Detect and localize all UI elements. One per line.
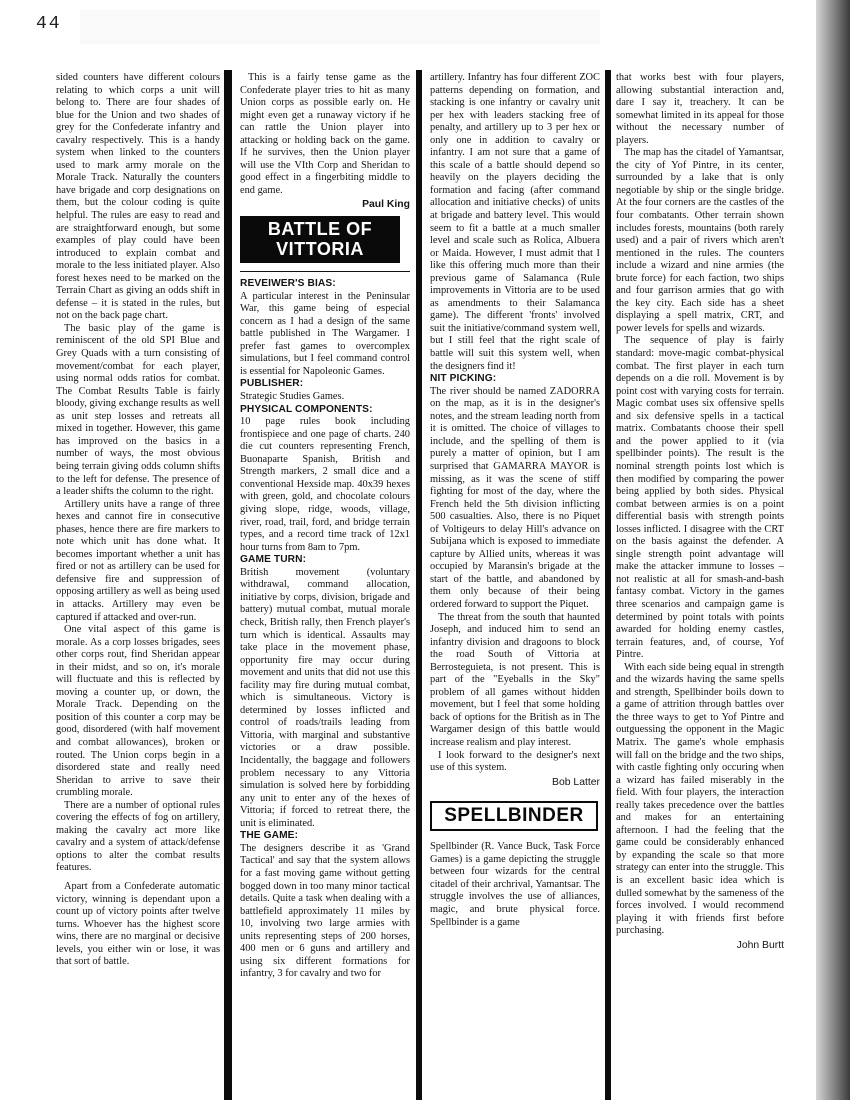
col1-paragraph-6: Apart from a Confederate automatic victory, winning is dependant upon a count up of victory points after twelve turns. Whoever has the highest score wins, there are no marginal or decisive levels, you either win or lose, it was that sort of battle. [56,881,220,968]
heading-reviewers-bias: REVEIWER'S BIAS: [240,278,336,290]
page-number: 44 [36,14,62,34]
heading-the-game: THE GAME: [240,830,299,842]
col4-paragraph-4: With each side being equal in strength and the wizards having the same spells and strength, Spellbinder boils down to a game of attrition through battles over the three ways to get to Yof Pintre and outguessing the opponent in the Magic Matrix. The game's whole emphasis will fall on the bridge and the two ships, with castle fighting only occuring when a wizard has failed miserably in the field. With four players, the interaction really takes precedence over the battles and makes for an entertaining afternoon. I had the feeling that the game could be considerably enhanced by expanding the scale so that more strategy can enter into the struggle. This is an excellent basic idea which is dulled somewhat by the sameness of the forces involved. I would recommend playing it with friends first before purchasing. [616,661,784,937]
col1-paragraph-4: One vital aspect of this game is morale. As a corp losses brigades, sees other corps rout, find Sheridan appear in their midst, and so on, it's morale will fluctuate and this is reflected by moving a counter up, or down, the Morale Track. Depending on the position of this counter a corp may be good, disordered (with half movement and combat allowances), broken or routed. The Union corps begin in a disordered state and really need Sheridan to arrive to save their crumbling morale. [56,624,220,799]
col3-paragraph-1: artillery. Infantry has four different ZOC patterns depending on formation, and stacking is one infantry or cavalry unit per hex with leaders stacking free of penalty, and artillery up to 3 per hex or only one in addition to cavalry or infantry. I am not sure that a game of this scale of a battle should depend so heavily on the players deciding the formation and facing (after command allocation and initiative checks) of units at brigade and battery level. This would seem to fit a battle at a much smaller level and scale such as Rolica, Albuera or Maida. However, I must admit that I like this offering much more than their previous game of Salamanca (Rule improvements in Vittoria are to be used as amendments to their Salamanca game). The different 'fronts' involved suit the initiative/command system well, but I still feel that the right scale of battle will suit this system well, when the designers find it! [430,72,600,372]
faint-header-banner [80,10,600,44]
title-line-1: BATTLE OF [267,219,373,240]
col4-paragraph-2: The map has the citadel of Yamantsar, the city of Yof Pintre, in its center, surrounded by a lake that is only negotiable by ship or the single bridge. At the four corners are the castles of the four combatants. Other terrain shown includes forests, mountains (both rarely used) and a pair of rivers which aren't mentioned in the rules. The counters include a wizard and nine armies (the brute force) for each faction, two ships and four garrison armies that go with the key city. Each side has a sheet displaying a spell matrix, CRT, and power levels for spells and wizards. [616,147,784,334]
reviewer-signature-paul-king: Paul King [362,199,410,211]
reviewers-bias-text: A particular interest in the Peninsular War, this game being of especial concern as I had a design of the same battle published in The Wargamer. I prefer fast games to overcomplex simulations, but I feel command control is essential for Napoleonic Games. [240,290,410,377]
col1-paragraph-5: There are a number of optional rules covering the effects of fog on artillery, making the cavalry act more like cavalry and a system of attack/defense options to alter the combat results features. [56,799,220,874]
publisher-text: Strategic Studies Games. [240,391,345,403]
col1-paragraph-3: Artillery units have a range of three hexes and cannot fire in consecutive phases, hence there are fire markers to note which unit has done what. It becomes important whether a unit has fired or not as artillery can be used for defensive fire and suppression of opposing artillery as well as being used in attacks. Artillery may even be captured if attacked and over-run. [56,498,220,623]
col1-paragraph-1: sided counters have different colours relating to which corps a unit will belong to. There are four shades of blue for the Union and two shades of grey for the Confederate infantry and cavalry respectively. This is a handy system when linked to the counters used to mark army morale on the Morale Track. Naturally the counters have brigade and corp designations on them, but the colour coding is quite helpful. The rules are easy to read and are straightforward enough, but some examples of play could have been introduced to explain combat and morale to the less initiated player. Also forest hexes need to be marked on the Terrain Chart as giving an odds shift in defense – it is stated in the rules, but not on the back page chart. [56,72,220,322]
column-1 [56,72,220,1092]
column-4 [616,72,784,1092]
col4-paragraph-3: The sequence of play is fairly standard: move-magic combat-physical combat. The first player in each turn depends on a die roll. Movement is by point cost with varying costs for terrain. Magic combat uses six offensive spells and six defensive spells in a tactical matrix. Combatants choose their spell and the power applied to it (via spellbinder points). The result is the nominal strength points lost which is then modified by comparing the power being applied by both sides. Physical combat between armies is on a point differential basis with strength points losses inflicted. I disagree with the CRT on the basis against the defender. A single strength point advantage will make the attacker immune to losses – not realistic at all for smash-and-bash fantasy combat. Victory in the games three scenarios and campaign game is determined by point totals with points awarded for holding enemy castles, terrain features, and, of course, Yof Pintre. [616,335,784,661]
column-2 [240,72,410,1092]
heading-game-turn: GAME TURN: [240,554,307,566]
reviewer-signature-john-burtt: John Burtt [736,939,784,951]
title-underline [240,271,410,272]
title-line-2: VITTORIA [276,239,364,260]
col4-paragraph-1: that works best with four players, allowing substantial interaction and, dare I say it, treachery. It can be somewhat limited in its appeal for those without the necessary number of players. [616,72,784,146]
nit-picking-text: The river should be named ZADORRA on the map, as it is in the designer's notes, and the stream leading north from it is omitted. The choice of villages to include, and the spelling of them is purely a matter of opinion, but I am surprised that GAMARRA MAYOR is missing, as it was the scene of stiff fighting for most of the day, where the French held the 5th division inflicting 500 casualties. Also, there is no Piquet of Voltigeurs to delay Hill's advance on Subijana which is exposed to immediate capture by Allied units, whereas it was occupied by Maransin's brigade at the start of the battle, and abandoned by them only because of their being ordered forward to support the Piquet. [430,385,600,611]
heading-physical-components: PHYSICAL COMPONENTS: [240,403,373,415]
heading-nit-picking: NIT PICKING: [430,373,497,385]
spellbinder-intro: Spellbinder (R. Vance Buck, Task Force Games) is a game depicting the struggle between four wizards for the central citadel of their archrival, Yamantsar. The struggle involves the use of alliances, magic, and brute physical force. Spellbinder is a game [430,841,600,928]
column-divider-1 [224,70,232,1100]
game-turn-text: British movement (voluntary withdrawal, command allocation, initiative by corps, division, brigade and battery) mutual combat, mutual morale check, British rally, then French player's turn which is identical. Assaults may take place in the movement phase, opportunity fire may occur during movement and units that did not use this facility may fire during mutual combat, which is simultaneous. Victory is determined by losses inflicted and control of roads/trails leading from Vittoria, with marginal and substantive victories or a draw possible. Incidentally, the baggage and followers problem necessary to any Vittoria simulation is solved here by forbidding any unit to enter any of the hexes of Vittoria; if forced to retreat there, the unit is eliminated. [240,566,410,829]
page-spine-shadow [816,0,850,1100]
the-game-text: The designers describe it as 'Grand Tactical' and say that the system allows for a fast moving game without getting bogged down in too many minor tactical details. Quite a task when dealing with a battlefield approximately 11 miles by 10, involving two large armies with units representing steps of 200 horses, 400 men or 6 guns and artillery and using six different formations for infantry, 3 for cavalry and two for [240,842,410,980]
column-3 [430,72,600,1092]
review-title-spellbinder: SPELLBINDER [430,801,598,831]
review-title-battle-of-vittoria [240,216,400,263]
col3-paragraph-threat: The threat from the south that haunted Joseph, and induced him to send an infantry division and dragoons to block the road South of Vittoria at Berrosteguieta, is not present. This is part of the "Eyeballs in the Sky" problem of all games without hidden movement, but I feel that some holding back of options for the British as in The Wargamer design of this battle would increase realism and play interest. [430,611,600,749]
col1-paragraph-2: The basic play of the game is reminiscent of the old SPI Blue and Grey Quads with a turn consisting of movement/combat for each player, using normal odds ratios for combat. The Combat Results Table is fairly bloody, giving exchange results as well as unit step losses and retreats all mixed in together. However, this game has improved on the basics in a number of ways, the most obvious being terrain giving odds column shifts to the left for defense. The presence of a leader shifts the column to the right. [56,322,220,498]
column-divider-3 [605,70,611,1100]
column-divider-2 [416,70,422,1100]
reviewer-signature-bob-latter: Bob Latter [552,776,600,788]
col3-paragraph-look-forward: I look forward to the designer's next use of this system. [430,749,600,774]
physical-components-text: 10 page rules book including frontispiece and one page of charts. 240 die cut counters representing French, Buonaparte Spanish, British and Strength markers, 2 small dice and a conventional Hexside map. 40x39 hexes with green, gold, and chocolate colours giving slope, ridge, woods, village, river, road, trail, ford, and bridge terrain types, and a record time track of 12x1 hour turns from 8am to 7pm. [240,416,410,553]
col2-intro: This is a fairly tense game as the Confederate player tries to hit as many Union corps as possible early on. He might even get a runaway victory if he can rattle the Union player into attacking or holding back on the game. If he survives, then the Union player will use the VIth Corp and Sheridan to good effect in a fingerbiting middle to end game. [240,72,410,196]
heading-publisher: PUBLISHER: [240,378,304,390]
